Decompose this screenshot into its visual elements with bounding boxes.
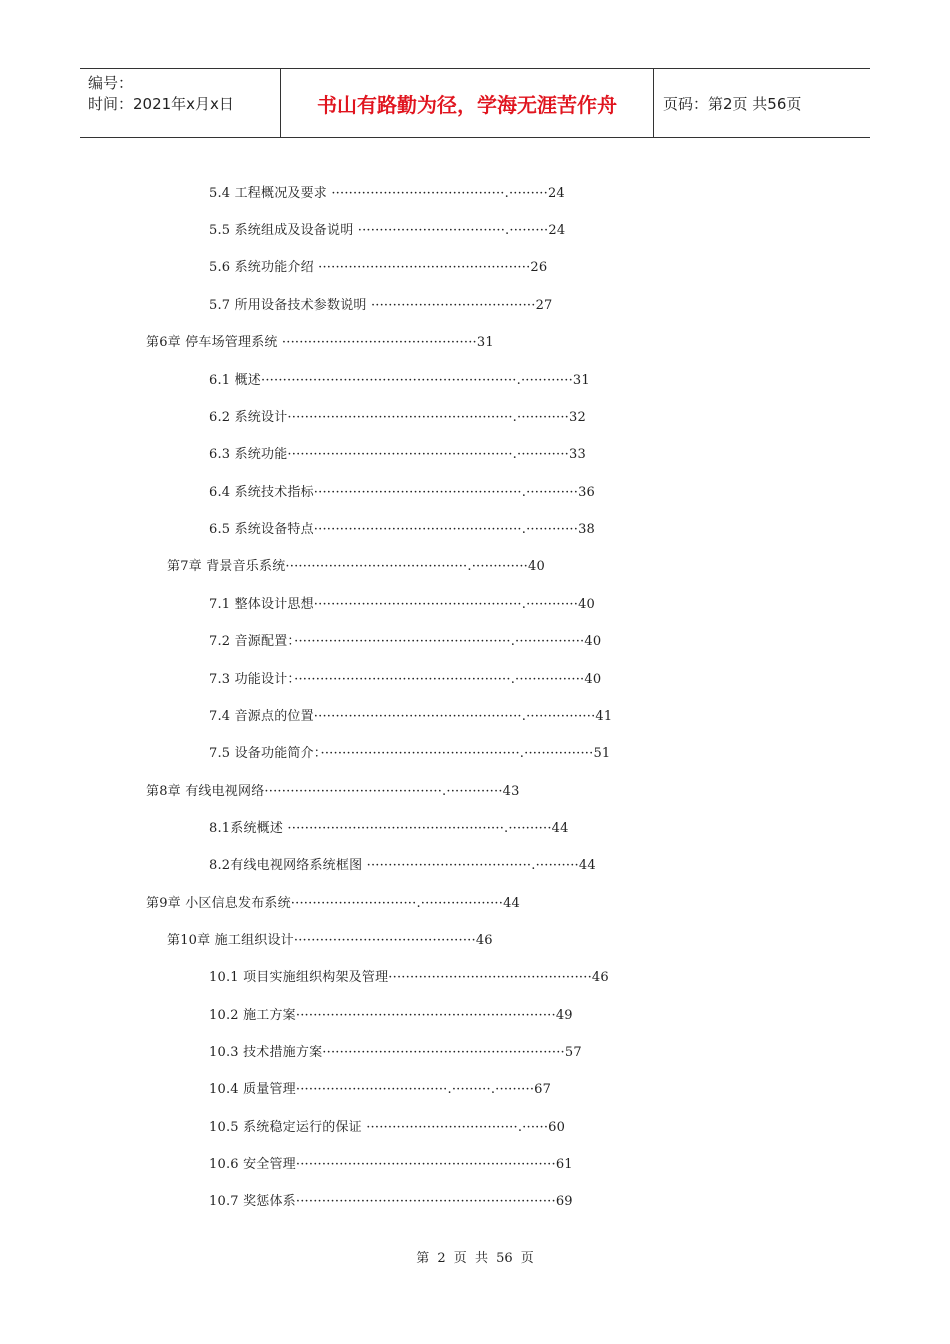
page-footer [0, 1247, 950, 1266]
toc-entry[interactable]: 10.2 施工方案····························································49 [209, 1008, 573, 1023]
toc-entry[interactable]: 10.3 技术措施方案························································57 [209, 1045, 582, 1060]
toc-entry[interactable]: 10.7 奖惩体系····························································69 [209, 1194, 573, 1209]
header-motto: 书山有路勤为径，学海无涯苦作舟 [281, 69, 654, 137]
toc-entry[interactable]: 10.5 系统稳定运行的保证 ···································.······60 [209, 1120, 566, 1135]
toc-chapter[interactable]: 第8章 有线电视网络·········································.·············43 [146, 784, 520, 799]
toc-entry[interactable]: 6.2 系统设计····················································.············32 [209, 410, 586, 425]
toc-entry[interactable]: 5.5 系统组成及设备说明 ··································.·········24 [209, 223, 566, 238]
toc-entry[interactable]: 7.5 设备功能简介：··············································.················51 [209, 746, 611, 761]
toc-entry[interactable]: 5.6 系统功能介绍 ·················································26 [209, 260, 548, 275]
footer-word: 页 [520, 1251, 534, 1266]
toc-entry[interactable]: 10.6 安全管理····························································61 [209, 1157, 573, 1172]
toc-entry[interactable]: 7.3 功能设计：··················································.················40 [209, 672, 602, 687]
toc-entry[interactable]: 6.3 系统功能····················································.············33 [209, 447, 586, 462]
toc-entry[interactable]: 8.2有线电视网络系统框图 ······································.··········44 [209, 858, 596, 873]
toc-chapter[interactable]: 第6章 停车场管理系统 ·············································31 [146, 335, 494, 350]
toc-entry[interactable]: 10.1 项目实施组织构架及管理···············································46 [209, 970, 609, 985]
toc-entry[interactable]: 7.4 音源点的位置················································.················41 [209, 709, 613, 724]
footer-word: 页 [453, 1251, 467, 1266]
header-page-info: 页码：第2页 共56页 [663, 94, 802, 113]
toc-entry[interactable]: 10.4 质量管理···································.·········.·········67 [209, 1082, 552, 1097]
toc-entry[interactable]: 7.2 音源配置：··················································.················40 [209, 634, 602, 649]
toc-entry[interactable]: 5.4 工程概况及要求 ········································.·········24 [209, 186, 565, 201]
document-number: 编号： [88, 74, 134, 92]
toc-entry[interactable]: 8.1系统概述 ··················································.··········44 [209, 821, 569, 836]
toc-entry[interactable]: 6.4 系统技术指标················································.············36 [209, 485, 596, 500]
footer-current-page: 2 [437, 1251, 446, 1266]
toc-entry[interactable]: 6.5 系统设备特点················································.············38 [209, 522, 596, 537]
toc-entry[interactable]: 6.1 概述···························································.············31 [209, 373, 590, 388]
footer-word: 第 [416, 1251, 430, 1266]
footer-total-pages: 56 [496, 1251, 513, 1266]
toc-entry[interactable]: 5.7 所用设备技术参数说明 ······································27 [209, 298, 553, 313]
toc-entry[interactable]: 7.1 整体设计思想················································.············40 [209, 597, 596, 612]
footer-word: 共 [474, 1251, 488, 1266]
toc-chapter[interactable]: 第9章 小区信息发布系统·····························.···················44 [146, 896, 521, 911]
document-date: 时间：2021年x月x日 [88, 95, 234, 113]
toc-chapter[interactable]: 第10章 施工组织设计··········································46 [167, 933, 493, 948]
toc-chapter[interactable]: 第7章 背景音乐系统··········································.·············40 [167, 559, 545, 574]
